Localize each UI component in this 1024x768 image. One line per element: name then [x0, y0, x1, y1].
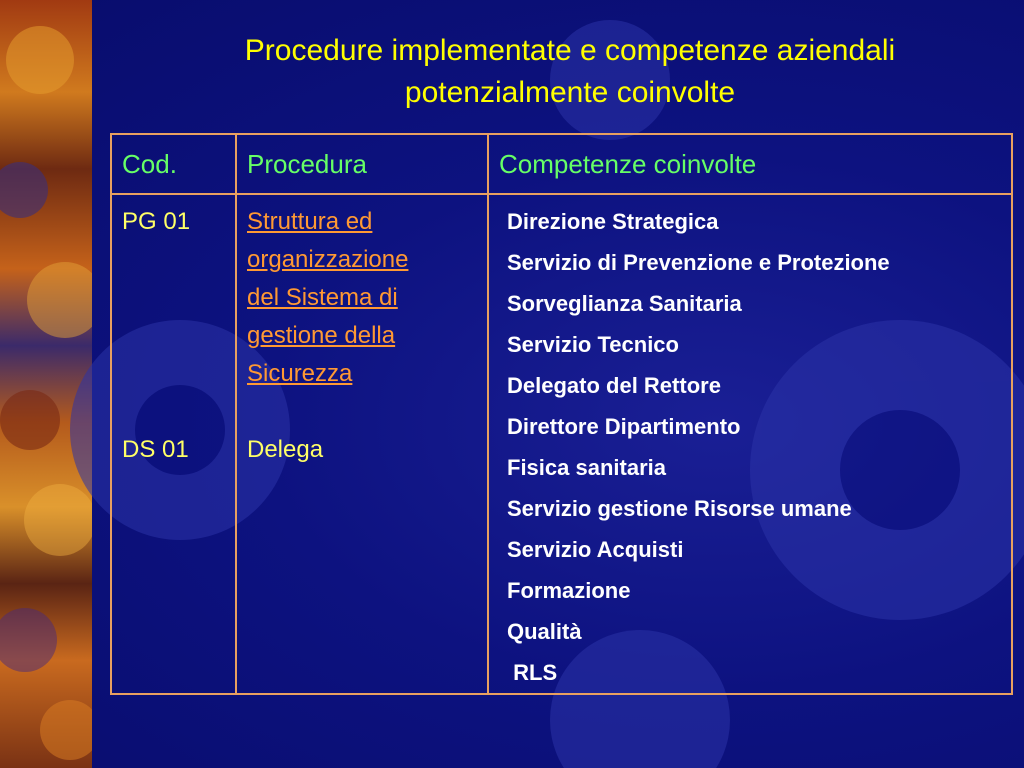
header-competenze: Competenze coinvolte	[488, 134, 1012, 194]
code-ds01: DS 01	[122, 436, 189, 463]
slide-title	[120, 30, 1020, 114]
procedure-link[interactable]: Struttura ed	[247, 208, 373, 235]
procedure-link[interactable]: Sicurezza	[247, 360, 353, 387]
code-pg01: PG 01	[122, 208, 191, 235]
list-item: Servizio Acquisti	[507, 537, 684, 562]
list-item: Delegato del Rettore	[507, 373, 721, 398]
header-procedura: Procedura	[236, 134, 488, 194]
header-cod: Cod.	[111, 134, 236, 194]
competences-cell	[488, 194, 1012, 694]
list-item: Servizio Tecnico	[507, 332, 679, 357]
table-row	[111, 194, 1012, 694]
list-item: Servizio gestione Risorse umane	[507, 496, 852, 521]
table-header-row	[111, 134, 1012, 194]
list-item: Sorveglianza Sanitaria	[507, 291, 742, 316]
procedure-link[interactable]: gestione della	[247, 322, 396, 349]
list-item: Direzione Strategica	[507, 209, 719, 234]
slide-title-line: Procedure implementate e competenze aziendali	[244, 34, 896, 67]
procedure-cell	[236, 194, 488, 694]
list-item: Fisica sanitaria	[507, 455, 666, 480]
slide-title-line: potenzialmente coinvolte	[404, 76, 736, 109]
list-item: Formazione	[507, 578, 631, 603]
procedure-delega: Delega	[247, 436, 324, 463]
list-item: Direttore Dipartimento	[507, 414, 741, 439]
procedure-link[interactable]: organizzazione	[247, 246, 409, 273]
list-item: Servizio di Prevenzione e Protezione	[507, 250, 890, 275]
list-item: RLS	[507, 660, 558, 685]
procedure-link[interactable]: del Sistema di	[247, 284, 398, 311]
procedures-table	[110, 133, 1013, 691]
cod-cell	[111, 194, 236, 694]
list-item: Qualità	[507, 619, 582, 644]
